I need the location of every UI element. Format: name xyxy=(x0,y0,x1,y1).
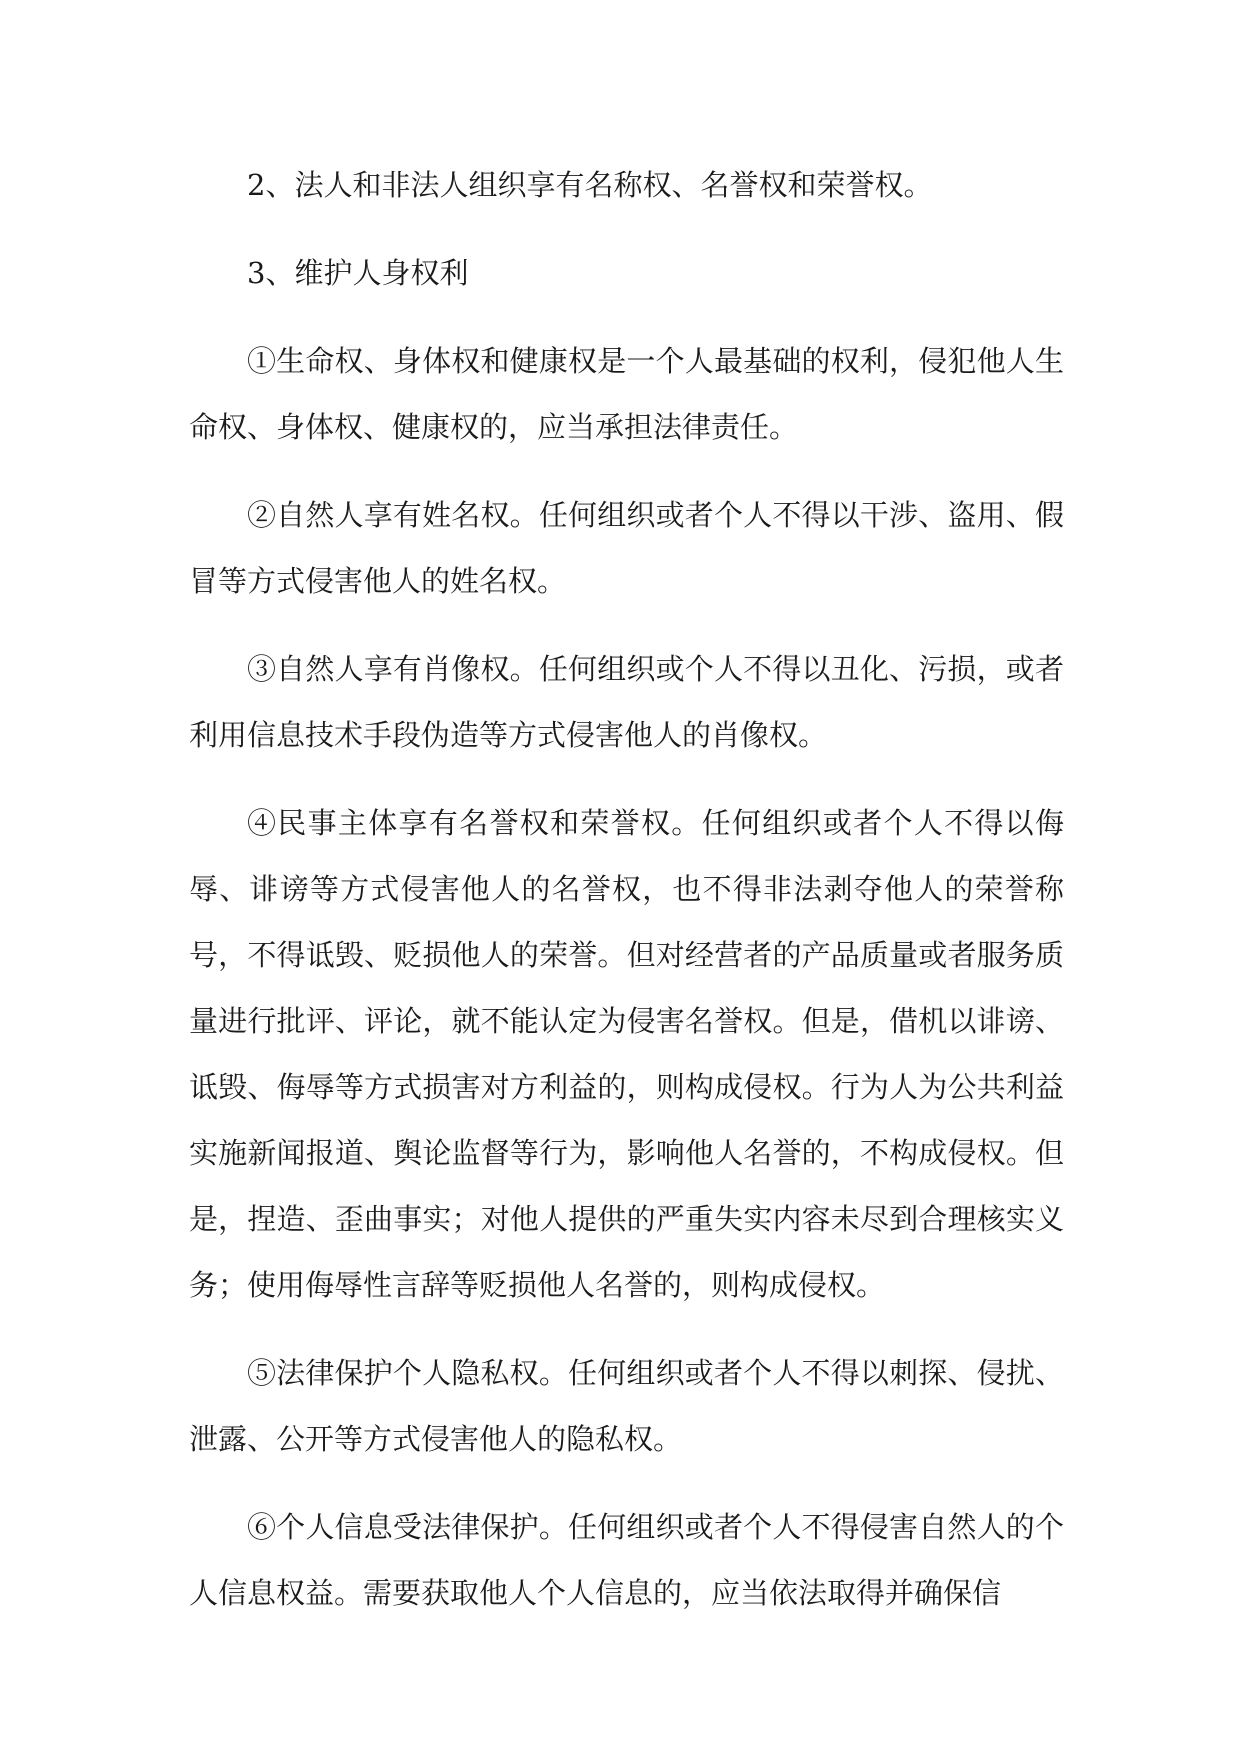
paragraph-3: ①生命权、身体权和健康权是一个人最基础的权利，侵犯他人生命权、身体权、健康权的，应当承担法律责任。 xyxy=(189,344,1064,444)
paragraph-6: ④民事主体享有名誉权和荣誉权。任何组织或者个人不得以侮辱、诽谤等方式侵害他人的名誉权，也不得非法剥夺他人的荣誉称号，不得诋毁、贬损他人的荣誉。但对经营者的产品质量或者服务质量进行批评、评论，就不能认定为侵害名誉权。但是，借机以诽谤、诋毁、侮辱等方式损害对方利益的，则构成侵权。行为人为公共利益实施新闻报道、舆论监督等行为，影响他人名誉的，不构成侵权。但是，捏造、歪曲事实；对他人提供的严重失实内容未尽到合理核实义务；使用侮辱性言辞等贬损他人名誉的，则构成侵权。 xyxy=(189,806,1064,1302)
paragraph-4: ②自然人享有姓名权。任何组织或者个人不得以干涉、盗用、假冒等方式侵害他人的姓名权。 xyxy=(189,498,1064,598)
document-body xyxy=(189,152,1064,1648)
paragraph-8: ⑥个人信息受法律保护。任何组织或者个人不得侵害自然人的个人信息权益。需要获取他人个人信息的，应当依法取得并确保信 xyxy=(189,1510,1064,1610)
paragraph-1: 2、法人和非法人组织享有名称权、名誉权和荣誉权。 xyxy=(247,168,933,202)
paragraph-2: 3、维护人身权利 xyxy=(247,256,469,290)
paragraph-5: ③自然人享有肖像权。任何组织或个人不得以丑化、污损，或者利用信息技术手段伪造等方式侵害他人的肖像权。 xyxy=(189,652,1064,752)
paragraph-7: ⑤法律保护个人隐私权。任何组织或者个人不得以刺探、侵扰、泄露、公开等方式侵害他人的隐私权。 xyxy=(189,1356,1064,1456)
